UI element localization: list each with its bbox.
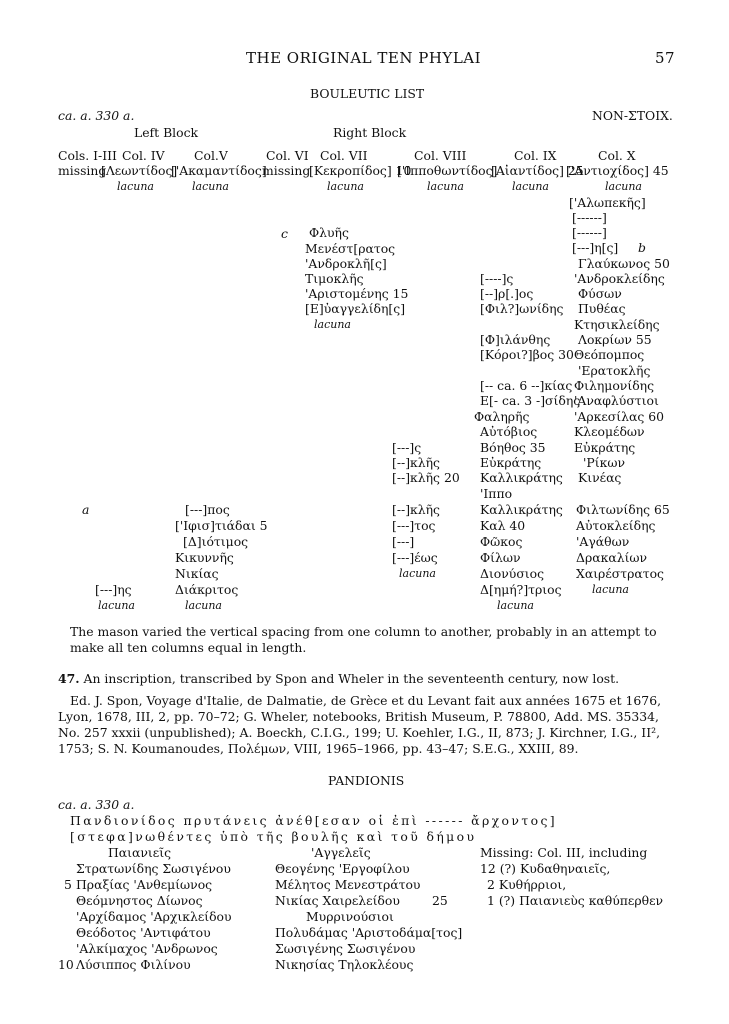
lacuna-label: lacuna: [314, 318, 351, 331]
col-x-line: Εὐκράτης: [574, 440, 636, 455]
col-ix-line: Δ[ημή?]τριος: [480, 582, 562, 597]
councillor-name: Στρατωνίδης Σωσιγένου: [76, 861, 231, 876]
col-x-line: Φιλτωνίδης 65: [576, 502, 670, 517]
pandionis-date: ca. a. 330 a.: [58, 797, 135, 812]
councillor-name: Λύσιππος Φιλίνου: [76, 957, 191, 972]
tribe-label: ['Ιπποθωντίδος]: [397, 163, 498, 178]
col-head: Col.V: [194, 148, 228, 163]
col-ix-line: Καλλικράτης: [480, 502, 563, 517]
col-head: Col. X: [598, 148, 636, 163]
col-v-line: Νικίας: [175, 566, 219, 581]
col-x-line: [------]: [572, 225, 607, 240]
deme-heading: Παιανιεῖς: [108, 845, 172, 860]
lacuna-label: lacuna: [327, 180, 364, 193]
col-ix-line: Φαληρῆς: [474, 409, 530, 424]
dedication-line-2: [στεφα]νωθέντες ὑπὸ τῆς βουλῆς καὶ τοῦ δήμου: [70, 829, 477, 844]
col-vii-line: Μενέστ[ρατος: [305, 241, 396, 256]
deme-heading: Μυρρινούσιοι: [306, 909, 394, 924]
tribe-label: ['Ακαμαντίδος]: [171, 163, 267, 178]
col-x-line: 'Αρκεσίλας 60: [574, 409, 664, 424]
line-number: 25: [432, 893, 448, 908]
col-x-line: 'Ανδροκλείδης: [574, 271, 665, 286]
tribe-label: ['Αντιοχίδος] 45: [566, 163, 669, 178]
lacuna-label: lacuna: [592, 583, 629, 596]
col-ix-line: Βόηθος 35: [480, 440, 546, 455]
tribe-label: [Κεκροπίδος] 10: [309, 163, 412, 178]
col-ix-line: Ε[- ca. 3 -]σίδης: [480, 393, 581, 408]
col-viii-line: [--]κλῆς 20: [392, 470, 460, 485]
entry-text: An inscription, transcribed by Spon and Wheler in the seventeenth century, now lost.: [83, 671, 620, 686]
missing-entry: 2 Κυθήρριοι,: [487, 877, 567, 892]
councillor-name: Πραξίας 'Ανθεμίωνος: [76, 877, 213, 892]
councillor-name: Νικίας Χαιρελείδου: [275, 893, 400, 908]
col-head: Cols. I-III: [58, 148, 117, 163]
fragment-c-label: c: [281, 226, 288, 241]
col-viii-line: [---]έως: [392, 550, 438, 565]
lacuna-label: lacuna: [497, 599, 534, 612]
dedication-line-1: Πανδιονίδος πρυτάνεις ἀνέθ[εσαν οἱ ἐπὶ ------ ἄρχοντος]: [70, 813, 558, 828]
col-ix-line: [--]ρ[.]ος: [480, 286, 534, 301]
missing-column-note: Missing: Col. III, including: [480, 845, 648, 860]
lacuna-label: lacuna: [98, 599, 135, 612]
col-x-line: 'Αγάθων: [576, 534, 630, 549]
col-head: Col. VI: [266, 148, 309, 163]
fragment-b-label: b: [638, 240, 646, 255]
col-v-line: Διάκριτος: [175, 582, 239, 597]
lacuna-label: lacuna: [427, 180, 464, 193]
col-x-line: Πυθέας: [578, 301, 626, 316]
col-head: Col. VIII: [414, 148, 467, 163]
col-x-line: 'Ρίκων: [583, 455, 625, 470]
running-title: THE ORIGINAL TEN PHYLAI: [246, 49, 482, 67]
tribe-label: [Αἰαντίδος] 25: [491, 163, 584, 178]
col-i-iii-line: [---]ης: [95, 582, 132, 597]
councillor-name: Θεογένης 'Εργοφίλου: [275, 861, 410, 876]
col-viii-line: [---]ς: [392, 440, 422, 455]
councillor-name: Θεόδοτος 'Αντιφάτου: [76, 925, 211, 940]
col-ix-line: Εὐκράτης: [480, 455, 542, 470]
lacuna-label: lacuna: [117, 180, 154, 193]
stoich-label: NON-ΣΤΟΙΧ.: [592, 108, 673, 123]
line-number: 5: [64, 877, 72, 892]
entry-47-description: [58, 671, 672, 687]
tribe-label: [Λεωντίδος]: [101, 163, 178, 178]
col-vii-line: [Ε]ὐαγγελίδη[ς]: [305, 301, 406, 316]
col-v-line: [Δ]ιότιμος: [183, 534, 249, 549]
lacuna-label: lacuna: [605, 180, 642, 193]
col-viii-line: [---]: [392, 534, 415, 549]
line-number: 10: [58, 957, 74, 972]
councillor-name: Μέλητος Μενεστράτου: [275, 877, 421, 892]
col-v-line: [---]πος: [185, 502, 230, 517]
councillor-name: 'Αρχίδαμος 'Αρχικλείδου: [76, 909, 232, 924]
bouleutic-heading: BOULEUTIC LIST: [310, 86, 425, 101]
col-x-line: Κινέας: [578, 470, 622, 485]
col-head: Col. IV: [122, 148, 165, 163]
col-ix-line: Αὐτόβιος: [480, 424, 538, 439]
col-x-line: Αὐτοκλείδης: [576, 518, 656, 533]
col-head: Col. IX: [514, 148, 557, 163]
councillor-name: Νικησίας Τηλοκλέους: [275, 957, 414, 972]
page-number: 57: [655, 49, 676, 67]
councillor-name: Θεόμνηστος Δίωνος: [76, 893, 203, 908]
councillor-name: 'Αλκίμαχος 'Ανδρωνος: [76, 941, 218, 956]
lacuna-label: lacuna: [192, 180, 229, 193]
col-vii-line: 'Αριστομένης 15: [305, 286, 409, 301]
lacuna-label: lacuna: [512, 180, 549, 193]
col-x-line: Κτησικλείδης: [574, 317, 660, 332]
col-ix-line: [Φιλ?]ωνίδης: [480, 301, 564, 316]
col-ix-line: Φίλων: [480, 550, 521, 565]
col-vii-line: Φλυῆς: [309, 225, 349, 240]
mason-note: The mason varied the vertical spacing from one column to another, probably in an attempt to make all ten columns equal in length.: [70, 624, 657, 655]
col-vii-line: 'Ανδροκλῆ[ς]: [305, 256, 387, 271]
col-vii-line: Τιμοκλῆς: [305, 271, 364, 286]
tribe-label: missing: [262, 163, 311, 178]
col-ix-line: Καλ 40: [480, 518, 526, 533]
col-ix-line: [Φ]ιλάνθης: [480, 332, 551, 347]
entry-number: 47.: [58, 671, 80, 686]
col-x-line: 'Ερατοκλῆς: [578, 363, 651, 378]
col-ix-line: [Κόροι?]βος 30: [480, 347, 574, 362]
col-x-line: Κλεομέδων: [574, 424, 645, 439]
col-viii-line: [---]τος: [392, 518, 436, 533]
col-head: Col. VII: [320, 148, 368, 163]
lacuna-label: lacuna: [399, 567, 436, 580]
col-x-line: Λοκρίων 55: [578, 332, 652, 347]
councillor-name: Σωσιγένης Σωσιγένου: [275, 941, 416, 956]
col-x-line: [------]: [572, 210, 607, 225]
col-x-line: [---]η[ς]: [572, 240, 619, 255]
missing-entry: 1 (?) Παιανιεὺς καθύπερθεν: [487, 893, 664, 908]
col-x-line: Θεόπομπος: [574, 347, 645, 362]
col-v-line: ['Ιφισ]τιάδαι 5: [175, 518, 268, 533]
col-ix-line: Διονύσιος: [480, 566, 545, 581]
col-x-line: ['Αλωπεκῆς]: [569, 195, 646, 210]
fragment-a-label: a: [82, 502, 90, 517]
left-block-label: Left Block: [134, 125, 199, 140]
deme-heading: 'Αγγελεῖς: [311, 845, 371, 860]
missing-entry: 12 (?) Κυδαθηναιεῖς,: [480, 861, 611, 876]
right-block-label: Right Block: [333, 125, 407, 140]
col-x-line: Φιλημονίδης: [574, 378, 655, 393]
col-x-line: Γλαύκωνος 50: [578, 256, 670, 271]
lacuna-label: lacuna: [185, 599, 222, 612]
col-x-line: Φύσων: [578, 286, 622, 301]
entry-47-edition: Ed. J. Spon, Voyage d'Italie, de Dalmatie, de Grèce et du Levant fait aux années 1675 et 1676, Lyon, 1678, III, 2, pp. 70–72; G. Wheler, notebooks, British Museum, P. 78800, Add. MS. 35334, No. 257 xxxii (unpublished); A. Boeckh, C.I.G., 199; U. Koehler, I.G., II, 873; J. Kirchner, I.G., II², 1753; S. N. Koumanoudes, Πολέμων, VIII, 1965–1966, pp. 43–47; S.E.G., XXIII, 89.: [58, 693, 662, 756]
col-viii-line: [--]κλῆς: [392, 502, 441, 517]
bouleutic-date: ca. a. 330 a.: [58, 108, 135, 123]
col-x-line: Χαιρέστρατος: [576, 566, 664, 581]
col-ix-line: Φῶκος: [480, 534, 523, 549]
col-ix-line: 'Ιππο: [480, 486, 513, 501]
tribe-label: missing: [58, 163, 107, 178]
col-ix-line: Καλλικράτης: [480, 470, 563, 485]
col-x-line: Δρακαλίων: [576, 550, 648, 565]
col-v-line: Κικυννῆς: [175, 550, 234, 565]
col-viii-line: [--]κλῆς: [392, 455, 441, 470]
col-ix-line: [----]ς: [480, 271, 514, 286]
col-ix-line: [-- ca. 6 --]κίας: [480, 378, 573, 393]
pandionis-heading: PANDIONIS: [328, 773, 405, 788]
councillor-name: Πολυδάμας 'Αριστοδάμα[τος]: [275, 925, 463, 940]
col-x-line: 'Αναφλύστιοι: [574, 393, 659, 408]
